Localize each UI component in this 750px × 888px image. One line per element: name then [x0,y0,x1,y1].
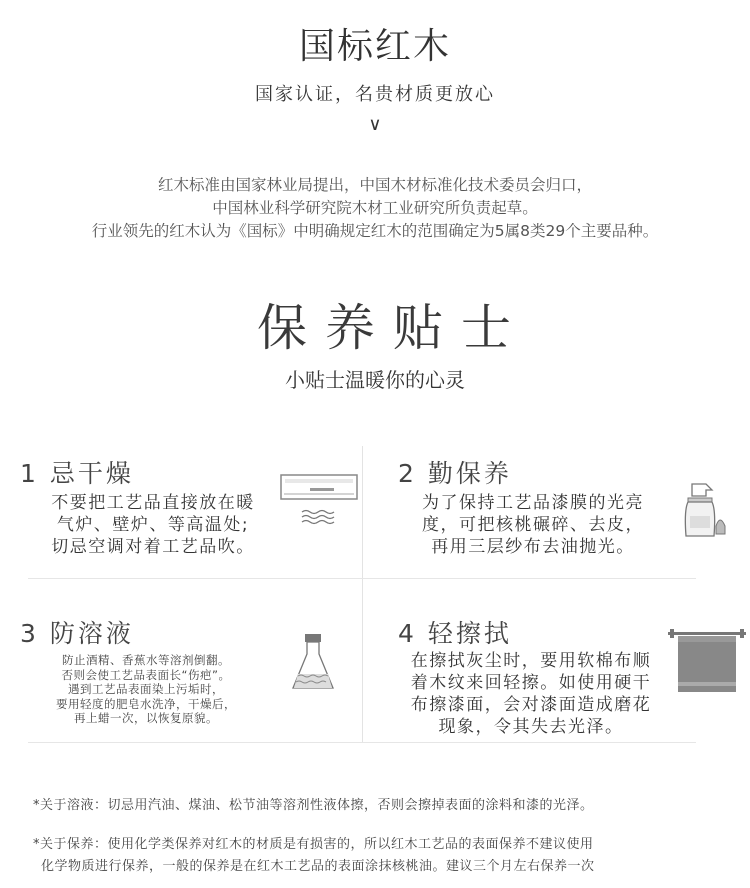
tip-line: 防止酒精、香蕉水等溶剂倒翻。 [62,653,230,667]
tip-line: 再上蜡一次，以恢复原貌。 [74,711,218,725]
tips-title: 保养贴士 [257,299,529,357]
chevron-down-icon: ∨ [368,114,382,135]
tip-line: 为了保持工艺品漆膜的光亮 [422,493,644,513]
tip-line: 遇到工艺品表面染上污垢时， [68,682,224,696]
note-care [33,834,733,878]
tip-text [36,653,256,726]
tip-line: 着木纹来回轻擦。如使用硬干 [410,673,652,693]
tip-line: 布擦漆面，会对漆面造成磨花 [410,695,652,715]
tip-line: 不要把工艺品直接放在暖 [51,493,255,513]
tip-line: 再用三层纱布去油抛光。 [431,537,635,557]
intro-line: 行业领先的红木认为《国标》中明确规定红木的范围确定为5属8类29个主要品种。 [91,222,659,240]
spray-bottle-icon [678,480,730,540]
intro-line: 中国林业科学研究院木材工业研究所负责起草。 [212,199,538,217]
grid-divider-vertical [362,446,363,742]
tip-text [398,492,668,558]
tip-line: 切忌空调对着工艺品吹。 [51,537,255,557]
grid-divider-horizontal [28,578,696,579]
tip-line: 在擦拭灰尘时，要用软棉布顺 [410,651,652,671]
intro-line: 红木标准由国家林业局提出，中国木材标准化技术委员会归口， [157,176,592,194]
tip-title: 3 防溶液 [20,619,134,648]
page-title: 国标红木 [298,26,451,67]
tip-line: 要用轻度的肥皂水洗净，干燥后， [56,696,236,711]
note-solvent: *关于溶液：切忌用汽油、煤油、松节油等溶剂性液体擦，否则会擦掉表面的涂料和漆的光泽。 [33,798,594,813]
tip-title: 1 忌干燥 [20,459,134,488]
tip-line: 否则会使工艺品表面长“伤疤”。 [61,667,231,682]
grid-divider-bottom [28,742,696,743]
air-conditioner-icon [280,474,358,534]
towel-icon [668,628,748,694]
intro-paragraph [0,174,750,243]
tips-subtitle: 小贴士温暖你的心灵 [285,368,465,392]
note-care-line: *关于保养：使用化学类保养对红木的材质是有损害的，所以红木工艺品的表面保养不建议使用 [33,837,594,852]
tip-line: 现象，令其失去光泽。 [438,717,624,737]
tip-line: 度，可把核桃碾碎、去皮， [422,515,644,535]
tip-text [28,492,278,558]
tip-line: 气炉、壁炉、等高温处; [56,515,250,535]
tip-title: 2 勤保养 [398,459,512,488]
page-subtitle: 国家认证，名贵材质更放心 [255,84,495,105]
tip-text [398,650,664,738]
note-care-line: 化学物质进行保养，一般的保养是在红木工艺品的表面涂抹核桃油。建议三个月左右保养一次 [41,859,595,874]
solvent-flask-icon [290,632,336,694]
tip-title: 4 轻擦拭 [398,619,512,648]
